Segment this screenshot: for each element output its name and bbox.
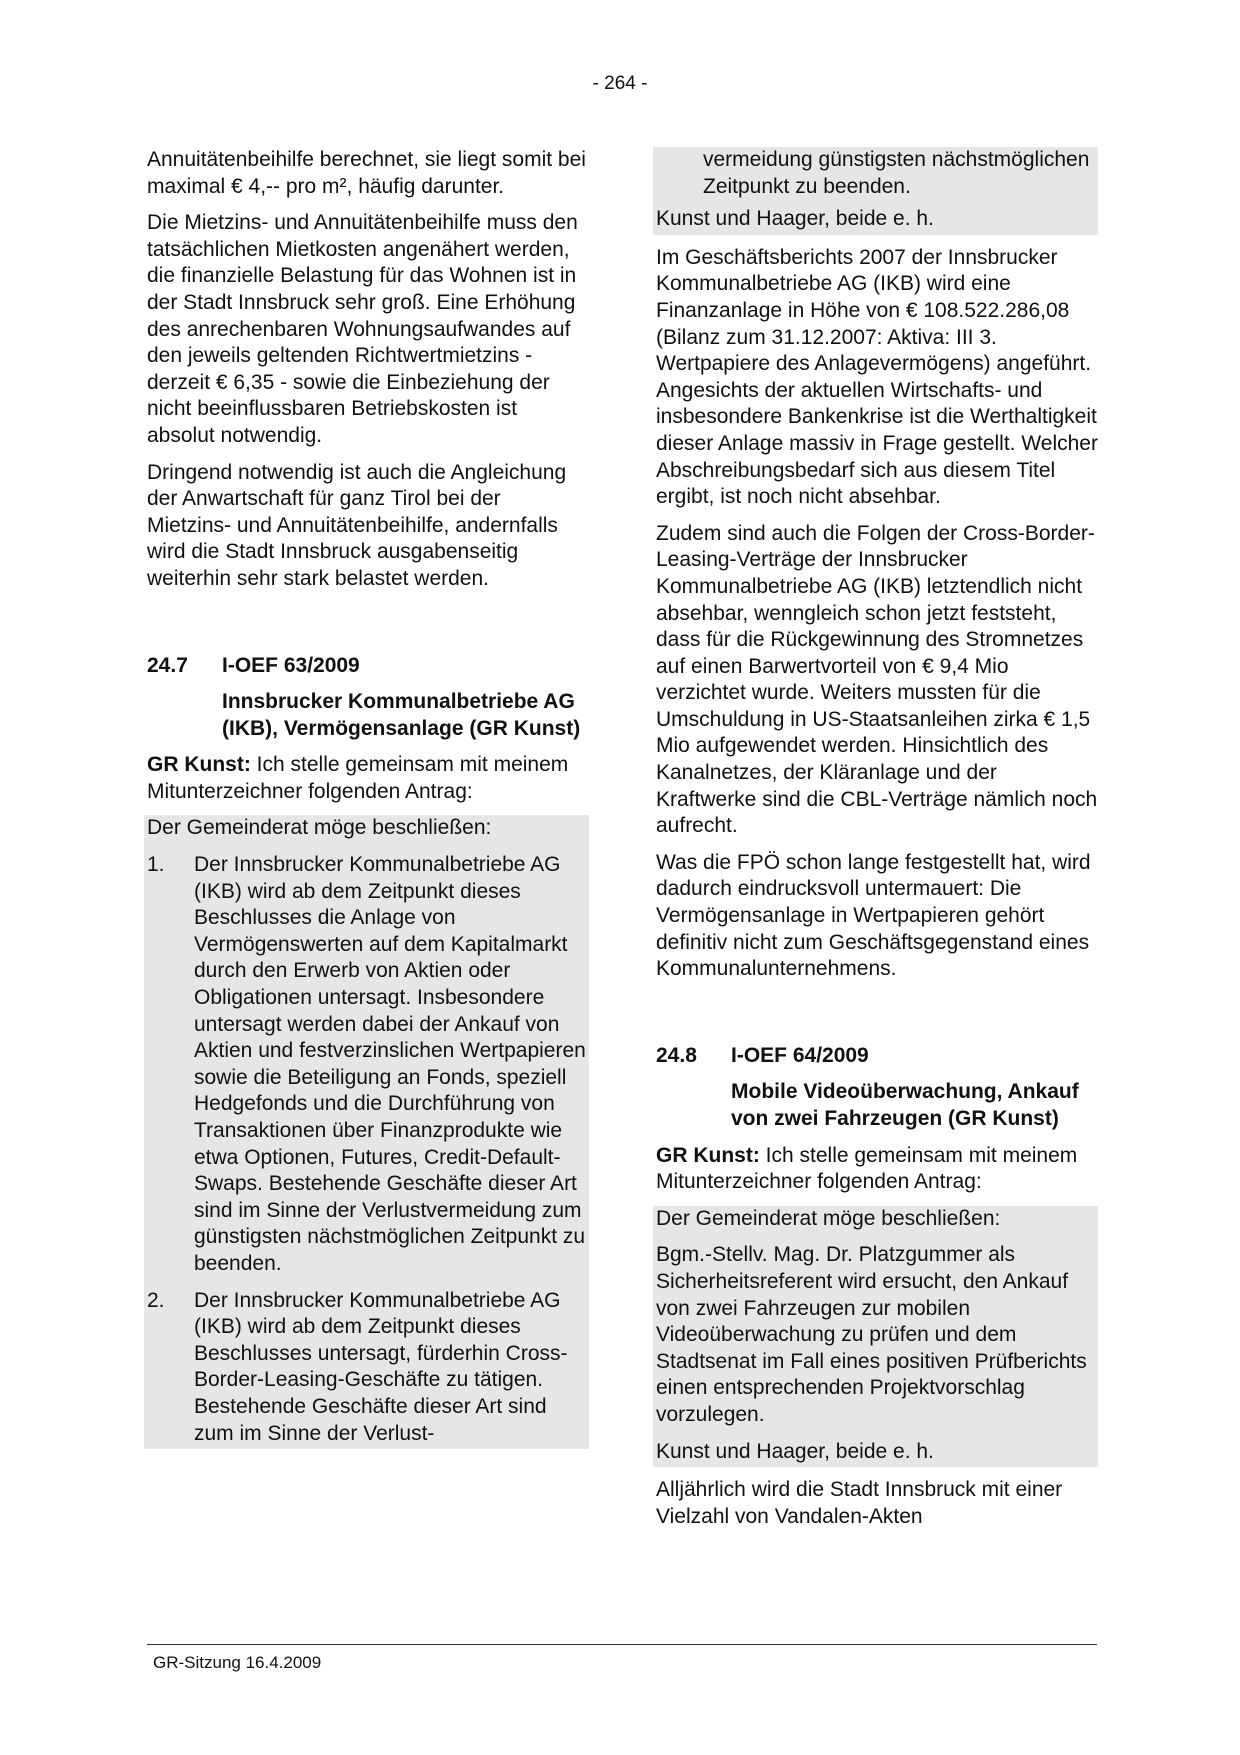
speaker-text: Ich stelle gemeinsam mit meinem Mitunterzeichner folgenden Antrag:: [656, 1143, 1078, 1194]
right-column: [656, 147, 1098, 1540]
section-code: I-OEF 64/2009: [731, 1043, 869, 1067]
section-code: I-OEF 63/2009: [222, 653, 360, 677]
motion-intro: Der Gemeinderat möge beschließen:: [147, 816, 492, 840]
signers: Kunst und Haager, beide e. h.: [656, 207, 934, 231]
speaker-paragraph: [656, 1143, 1098, 1196]
paragraph: Alljährlich wird die Stadt Innsbruck mit einer Vielzahl von Vandalen-Akten: [656, 1478, 1063, 1528]
section-heading-24-7: [147, 653, 589, 680]
paragraph: Dringend notwendig ist auch die Angleichung der Anwartschaft für ganz Tirol bei der Mietzins- und Annuitätenbeihilfe, andernfalls wird die Stadt Innsbruck ausgabenseitig weiterhin sehr stark belastet werden.: [147, 460, 567, 590]
motion-continuation: [653, 147, 1098, 235]
motion-block: [144, 815, 589, 1449]
footer: GR-Sitzung 16.4.2009: [153, 1653, 322, 1672]
list-item: [147, 1288, 589, 1448]
list-text: Der Innsbrucker Kommunalbetriebe AG (IKB) wird ab dem Zeitpunkt dieses Beschlusses untersagt, fürderhin Cross-Border-Leasing-Geschäfte zu tätigen. Bestehende Geschäfte dieser Art sind zum im Sinne der Verlust-: [194, 1288, 568, 1445]
section-title: Innsbrucker Kommunalbetriebe AG (IKB), Vermögensanlage (GR Kunst): [222, 690, 581, 740]
speaker-name: GR Kunst:: [656, 1143, 760, 1167]
list-number: 2.: [147, 1288, 165, 1312]
speaker-name: GR Kunst:: [147, 753, 251, 777]
continued-text: vermeidung günstigsten nächstmöglichen Zeitpunkt zu beenden.: [703, 148, 1090, 198]
left-column: [147, 147, 589, 1449]
motion-intro: Der Gemeinderat möge beschließen:: [656, 1206, 1001, 1230]
section-number: 24.8: [656, 1043, 697, 1067]
section-heading-24-8: [656, 1043, 1098, 1070]
list-text: Der Innsbrucker Kommunalbetriebe AG (IKB) wird ab dem Zeitpunkt dieses Beschlusses die Anlage von Vermögenswerten auf dem Kapitalmarkt durch den Erwerb von Aktien oder Obligationen untersagt. Insbesondere untersagt werden dabei der Ankauf von Aktien und festverzinslichen Wertpapieren sowie die Beteiligung an Fonds, speziell Hedgefonds und die Durchführung von Transaktionen über Finanzprodukte wie etwa Optionen, Futures, Credit-Default-Swaps. Bestehende Geschäfte dieser Art sind im Sinne der Verlustvermeidung zum günstigsten nächstmöglichen Zeitpunkt zu beenden.: [194, 853, 586, 1275]
footer-divider: [147, 1644, 1097, 1645]
page-number: - 264 -: [592, 73, 648, 94]
speaker-paragraph: [147, 752, 589, 805]
signers: Kunst und Haager, beide e. h.: [656, 1439, 934, 1463]
paragraph: Annuitätenbeihilfe berechnet, sie liegt somit bei maximal € 4,-- pro m², häufig darunter.: [147, 148, 586, 198]
paragraph: Was die FPÖ schon lange festgestellt hat, wird dadurch eindrucksvoll untermauert: Die Vermögensanlage in Wertpapieren gehört definitiv nicht zum Geschäftsgegenstand eines Kommunalunternehmens.: [656, 850, 1091, 981]
motion-block: [653, 1206, 1098, 1467]
list-item: [147, 852, 589, 1278]
section-number: 24.7: [147, 653, 188, 677]
speaker-text: Ich stelle gemeinsam mit meinem Mitunterzeichner folgenden Antrag:: [147, 753, 569, 803]
section-title: Mobile Videoüberwachung, Ankauf von zwei Fahrzeugen (GR Kunst): [731, 1080, 1079, 1130]
paragraph: Im Geschäftsberichts 2007 der Innsbrucker Kommunalbetriebe AG (IKB) wird eine Finanzanlage in Höhe von € 108.522.286,08 (Bilanz zum 31.12.2007: Aktiva: III 3. Wertpapiere des Anlagevermögens) angeführt. Angesichts der aktuellen Wirtschafts- und insbesondere Bankenkrise ist die Werthaltigkeit dieser Anlage massiv in Frage gestellt. Welcher Abschreibungsbedarf sich aus diesem Titel ergibt, ist noch nicht absehbar.: [656, 245, 1098, 509]
paragraph: Zudem sind auch die Folgen der Cross-Border-Leasing-Verträge der Innsbrucker Kommunalbetriebe AG (IKB) letztendlich nicht absehbar, wenngleich schon jetzt feststeht, dass für die Rückgewinnung des Stromnetzes auf einen Barwertvorteil von € 9,4 Mio verzichtet wurde. Weiters mussten für die Umschuldung in US-Staatsanleihen zirka € 1,5 Mio aufgewendet werden. Hinsichtlich des Kanalnetzes, der Kläranlage und der Kraftwerke sind die CBL-Verträge nämlich noch aufrecht.: [656, 521, 1098, 838]
motion-text: Bgm.-Stellv. Mag. Dr. Platzgummer als Sicherheitsreferent wird ersucht, den Ankauf von zwei Fahrzeugen zur mobilen Videoüberwachung zu prüfen und dem Stadtsenat im Fall eines positiven Prüfberichts einen entsprechenden Projektvorschlag vorzulegen.: [656, 1243, 1087, 1426]
list-number: 1.: [147, 853, 165, 877]
paragraph: Die Mietzins- und Annuitätenbeihilfe muss den tatsächlichen Mietkosten angenähert werden, die finanzielle Belastung für das Wohnen ist in der Stadt Innsbruck sehr groß. Eine Erhöhung des anrechenbaren Wohnungsaufwandes auf den jeweils geltenden Richtwertmietzins - derzeit € 6,35 - sowie die Einbeziehung der nicht beeinflussbaren Betriebskosten ist absolut notwendig.: [147, 211, 578, 447]
